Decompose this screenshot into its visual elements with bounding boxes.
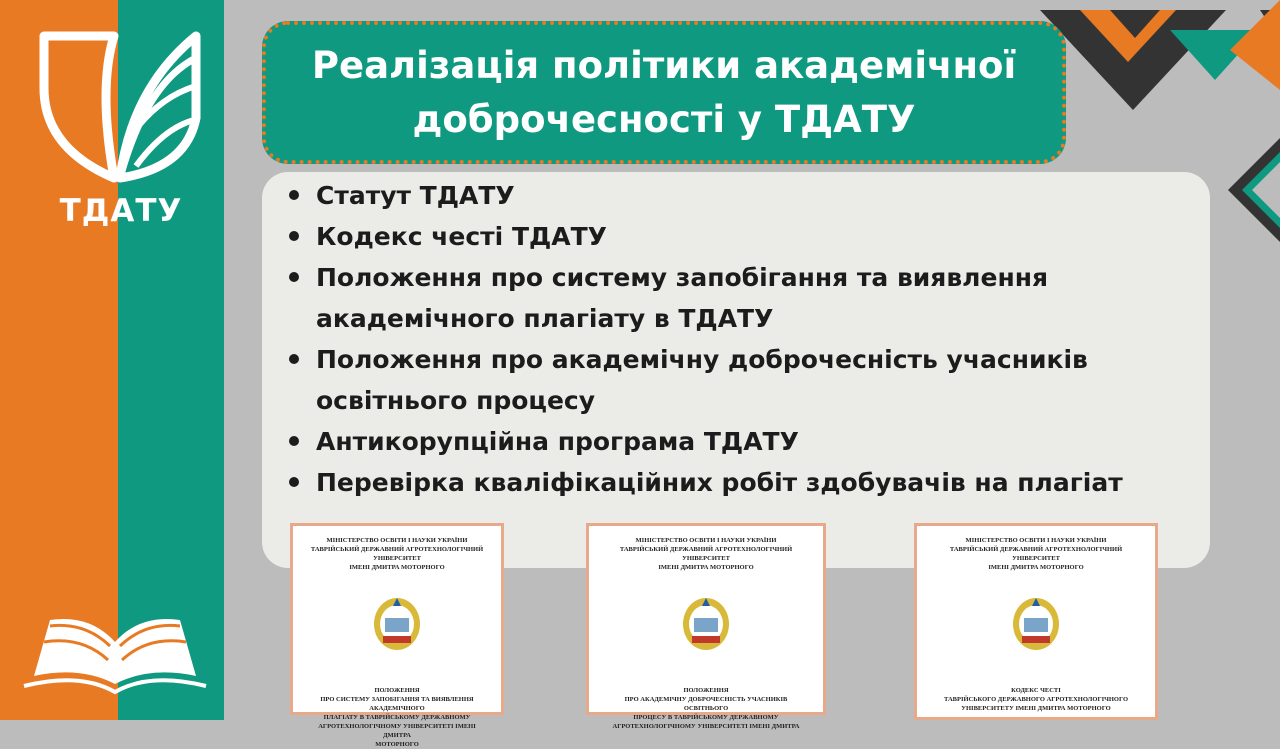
leaf-sprout-icon [36,28,204,188]
university-emblem-icon [681,594,731,652]
document-thumbnail [586,523,826,730]
document-title: ПОЛОЖЕННЯ ПРО АКАДЕМІЧНУ ДОБРОЧЕСНІСТЬ УЧАСНИКІВ ОСВІТНЬОГО ПРОЦЕСУ В ТАВРІЙСЬКОМУ ДЕРЖАВНОМУ АГРОТЕХНОЛОГІЧНОМУ УНІВЕРСИТЕТІ ІМЕНІ ДМИТРА [612,687,800,730]
list-item: Положення про академічну доброчесність учасників освітнього процесу [286,339,1196,421]
document-header: МІНІСТЕРСТВО ОСВІТИ І НАУКИ УКРАЇНИ ТАВРІЙСЬКИЙ ДЕРЖАВНИЙ АГРОТЕХНОЛОГІЧНИЙ УНІВЕРСИТЕТ ІМЕНІ ДМИТРА МОТОРНОГО [310,537,484,571]
document-title: ПОЛОЖЕННЯ ПРО СИСТЕМУ ЗАПОБІГАННЯ ТА ВИЯВЛЕННЯ АКАДЕМІЧНОГО ПЛАГІАТУ В ТАВРІЙСЬКОМУ ДЕРЖАВНОМУ АГРОТЕХНОЛОГІЧНОМУ УНІВЕРСИТЕТІ ІМЕНІ ДМИТРА МОТОРНОГО [318,687,476,748]
document-thumbnail [290,523,504,748]
university-emblem-icon [372,594,422,652]
open-book-icon [20,606,210,694]
list-item: Антикорупційна програма ТДАТУ [286,421,1196,462]
logo-text: ТДАТУ [59,193,183,229]
document-thumbnail [914,523,1158,720]
list-item: Перевірка кваліфікаційних робіт здобувачів на плагіат [286,462,1196,503]
list-item: Статут ТДАТУ [286,175,1196,216]
policy-list [286,175,1196,503]
document-title: КОДЕКС ЧЕСТІ ТАВРІЙСЬКОГО ДЕРЖАВНОГО АГРОТЕХНОЛОГІЧНОГО УНІВЕРСИТЕТУ ІМЕНІ ДМИТРА МОТОРНОГО [943,687,1129,712]
document-header: МІНІСТЕРСТВО ОСВІТИ І НАУКИ УКРАЇНИ ТАВРІЙСЬКИЙ ДЕРЖАВНИЙ АГРОТЕХНОЛОГІЧНИЙ УНІВЕРСИТЕТ ІМЕНІ ДМИТРА МОТОРНОГО [619,537,793,571]
document-header: МІНІСТЕРСТВО ОСВІТИ І НАУКИ УКРАЇНИ ТАВРІЙСЬКИЙ ДЕРЖАВНИЙ АГРОТЕХНОЛОГІЧНИЙ УНІВЕРСИТЕТ ІМЕНІ ДМИТРА МОТОРНОГО [949,537,1123,571]
title-line-1: Реалізація політики академічної [311,43,1017,87]
list-item: Кодекс честі ТДАТУ [286,216,1196,257]
title-banner [262,21,1066,164]
title-line-2: доброчесності у ТДАТУ [412,97,916,141]
list-item: Положення про систему запобігання та виявлення академічного плагіату в ТДАТУ [286,257,1196,339]
university-emblem-icon [1011,594,1061,652]
